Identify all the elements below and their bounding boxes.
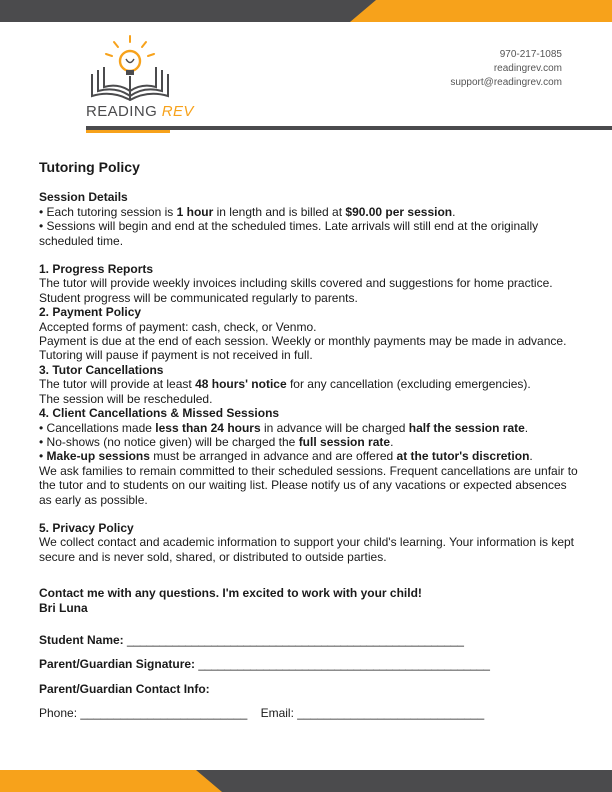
privacy-policy-heading: 5. Privacy Policy	[39, 520, 134, 535]
contact-info-row	[39, 706, 579, 720]
signature-line[interactable]: _____________________________________________	[198, 657, 490, 672]
client-cancel-bullet-1	[39, 421, 579, 435]
client-cancel-bullet-3	[39, 449, 579, 463]
progress-reports-heading: 1. Progress Reports	[39, 262, 154, 277]
tutor-cancel-pre: The tutor will provide at least	[39, 377, 196, 392]
header-website[interactable]: readingrev.com	[493, 63, 562, 74]
session-b1-end: .	[452, 204, 456, 219]
header-phone: 970-217-1085	[499, 49, 562, 60]
cc-discretion: at the tutor's discretion	[396, 449, 530, 464]
privacy-policy-text: We collect contact and academic information to support your child's learning. Your information is kept secure and is never sold, shared, or distributed to outside parties.	[39, 535, 575, 564]
email-line[interactable]: ____________________________	[297, 706, 485, 721]
tutor-cancel-post: for any cancellation (excluding emergencies).	[286, 377, 531, 392]
cc-makeup: Make-up sessions	[46, 449, 150, 464]
session-bullet-1	[39, 205, 579, 219]
tutor-notice-period: 48 hours' notice	[195, 377, 287, 392]
session-b2-text: Sessions will begin and end at the scheduled times. Late arrivals will still end at the originally scheduled time.	[39, 219, 539, 248]
cc-b1-pre: Cancellations made	[46, 420, 156, 435]
brand-word-reading: READING	[86, 103, 158, 120]
client-cancel-bullet-2	[39, 435, 579, 449]
phone-label: Phone:	[39, 706, 78, 721]
cc-full-rate: full session rate	[298, 434, 391, 449]
brand-wordmark	[86, 103, 194, 120]
cc-late-window: less than 24 hours	[155, 420, 261, 435]
session-b1-text: Each tutoring session is	[46, 204, 177, 219]
top-decorative-band	[0, 0, 612, 22]
session-length: 1 hour	[176, 204, 214, 219]
tutor-reschedule-text: The session will be rescheduled.	[39, 391, 213, 406]
signature-field[interactable]	[39, 657, 579, 671]
signature-label: Parent/Guardian Signature:	[39, 657, 196, 672]
payment-due-text: Payment is due at the end of each session. Weekly or monthly payments may be made in advance. Tutoring will pause if payment is not received in full.	[39, 334, 567, 363]
tutor-name: Bri Luna	[39, 600, 88, 615]
progress-reports-text: The tutor will provide weekly invoices including skills covered and suggestions for home practice. Student progress will be communicated regularly to parents.	[39, 276, 553, 305]
cc-b3-mid: must be arranged in advance and are offered	[149, 449, 397, 464]
bottom-decorative-band	[0, 770, 612, 792]
session-details-heading: Session Details	[39, 190, 128, 205]
session-bullet-2	[39, 219, 579, 248]
session-b1-mid: in length and is billed at	[213, 204, 346, 219]
email-label: Email:	[260, 706, 294, 721]
cc-b3-end: .	[529, 449, 533, 464]
top-band-orange	[350, 0, 612, 22]
tutor-cancellations-text	[39, 377, 579, 391]
bottom-band-orange	[0, 770, 226, 792]
client-cancel-paragraph: We ask families to remain committed to their scheduled sessions. Frequent cancellations are unfair to the tutor and to students on our waiting list. Please notify us of any vacations or expected absences as early as possible.	[39, 463, 578, 507]
contact-info-label: Parent/Guardian Contact Info:	[39, 681, 210, 696]
header-divider-accent	[86, 130, 170, 133]
header-contact-block	[450, 48, 562, 90]
cc-b1-mid: in advance will be charged	[260, 420, 409, 435]
cc-b2-end: .	[390, 434, 394, 449]
cc-b2-pre: No-shows (no notice given) will be charged the	[46, 434, 299, 449]
header-email[interactable]: support@readingrev.com	[450, 77, 562, 88]
cc-half-rate: half the session rate	[408, 420, 525, 435]
student-name-field[interactable]	[39, 633, 579, 647]
student-name-line[interactable]: ____________________________________________________	[127, 632, 464, 647]
closing-line: Contact me with any questions. I'm excited to work with your child!	[39, 586, 422, 601]
policy-document	[39, 160, 579, 721]
payment-policy-heading: 2. Payment Policy	[39, 305, 142, 320]
brand-word-rev: REV	[161, 103, 194, 120]
cc-b1-end: .	[524, 420, 529, 435]
client-cancellations-heading: 4. Client Cancellations & Missed Sessions	[39, 406, 280, 421]
session-price: $90.00 per session	[345, 204, 453, 219]
payment-methods-text: Accepted forms of payment: cash, check, or Venmo.	[39, 319, 317, 334]
bottom-band-dark	[196, 770, 612, 792]
tutor-cancellations-heading: 3. Tutor Cancellations	[39, 362, 164, 377]
phone-line[interactable]: _________________________	[80, 706, 248, 721]
document-title: Tutoring Policy	[39, 159, 140, 175]
student-name-label: Student Name:	[39, 632, 124, 647]
